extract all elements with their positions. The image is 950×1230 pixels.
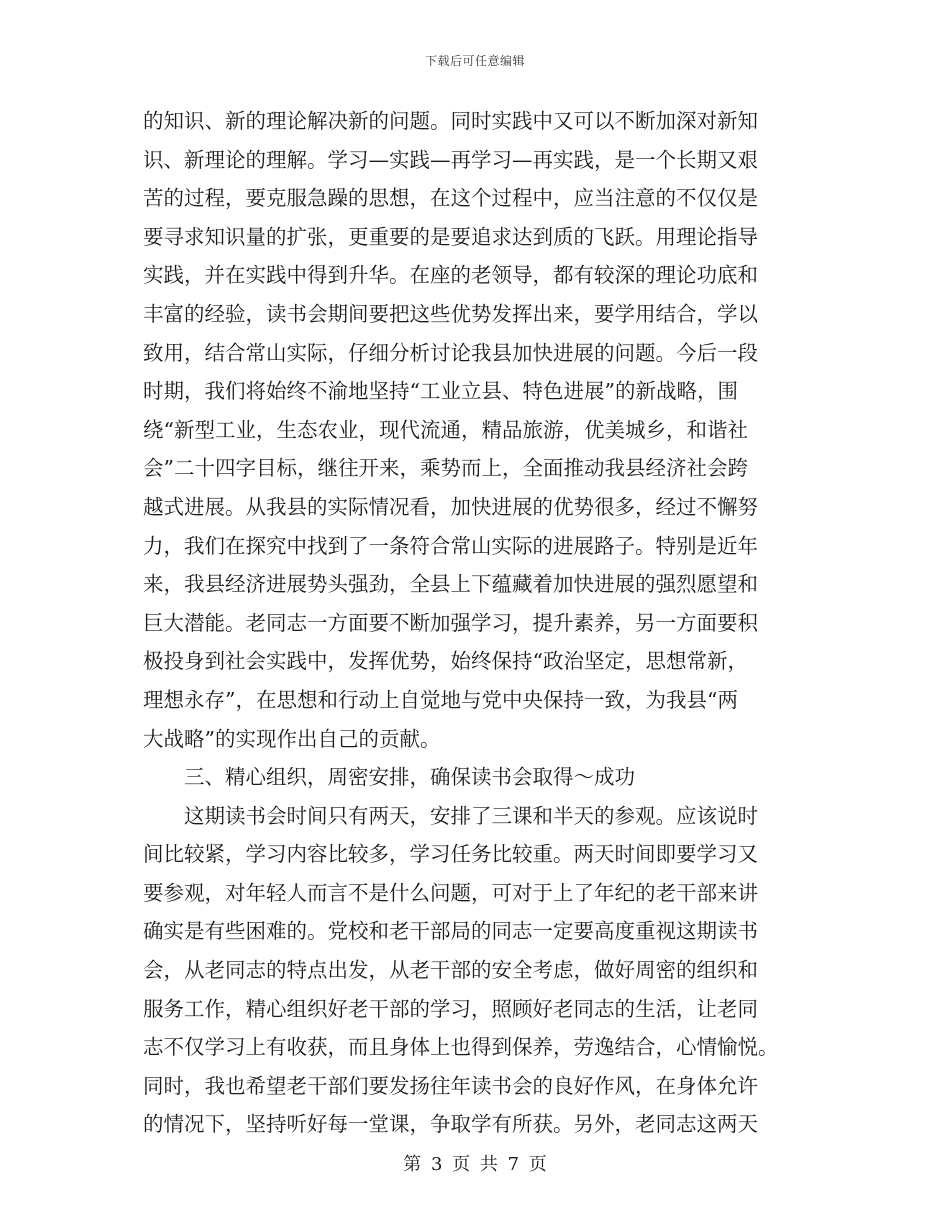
text-line: 巨大潜能。老同志一方面要不断加强学习，提升素养，另一方面要积 <box>143 610 758 635</box>
text-line: 力，我们在探究中找到了一条符合常山实际的进展路子。特别是近年 <box>143 533 758 558</box>
text-line: 越式进展。从我县的实际情况看，加快进展的优势很多，经过不懈努 <box>143 494 758 519</box>
text-line: 服务工作，精心组织好老干部的学习，照顾好老同志的生活，让老同 <box>143 996 758 1021</box>
text-line: 极投身到社会实践中，发挥优势，始终保持“政治坚定，思想常新， <box>143 649 748 674</box>
text-line: 来，我县经济进展势头强劲，全县上下蕴藏着加快进展的强烈愿望和 <box>143 572 758 597</box>
text-line: 时期，我们将始终不渝地坚持“工业立县、特色进展”的新战略，围 <box>143 379 738 404</box>
text-line: 苦的过程，要克服急躁的思想，在这个过程中，应当注意的不仅仅是 <box>143 186 758 211</box>
document-body <box>143 102 807 1144</box>
text-line: 要寻求知识量的扩张，更重要的是要追求达到质的飞跃。用理论指导 <box>143 224 758 249</box>
text-line: 理想永存”，在思想和行动上自觉地与党中央保持一致，为我县“两 <box>143 687 738 712</box>
text-line: 会”二十四字目标，继往开来，乘势而上，全面推动我县经济社会跨 <box>143 456 748 481</box>
text-line: 这期读书会时间只有两天，安排了三课和半天的参观。应该说时 <box>184 803 758 828</box>
page-header: 下载后可任意编辑 <box>424 54 525 68</box>
text-line: 要参观，对年轻人而言不是什么问题，可对于上了年纪的老干部来讲 <box>143 880 758 905</box>
text-line: 致用，结合常山实际，仔细分析讨论我县加快进展的问题。今后一段 <box>143 340 758 365</box>
section-heading: 三、精心组织，周密安排，确保读书会取得～成功 <box>184 765 635 790</box>
text-line: 的知识、新的理论解决新的问题。同时实践中又可以不断加深对新知 <box>143 109 758 133</box>
text-line: 绕“新型工业，生态农业，现代流通，精品旅游，优美城乡，和谐社 <box>143 417 748 442</box>
text-line: 同时，我也希望老干部们要发扬往年读书会的良好作风，在身体允许 <box>143 1073 758 1098</box>
page-number-footer: 第 3 页 共 7 页 <box>403 1154 547 1175</box>
text-line: 实践，并在实践中得到升华。在座的老领导，都有较深的理论功底和 <box>143 263 758 288</box>
text-line: 大战略”的实现作出自己的贡献。 <box>143 726 441 751</box>
text-line: 志不仅学习上有收获，而且身体上也得到保养，劳逸结合，心情愉悦。 <box>143 1035 779 1060</box>
text-line: 识、新理论的理解。学习—实践—再学习—再实践，是一个长期又艰 <box>143 147 758 172</box>
text-line: 会，从老同志的特点出发，从老干部的安全考虑，做好周密的组织和 <box>143 958 758 983</box>
text-line: 的情况下，坚持听好每一堂课，争取学有所获。另外，老同志这两天 <box>143 1112 758 1137</box>
text-line: 丰富的经验，读书会期间要把这些优势发挥出来，要学用结合，学以 <box>143 301 758 326</box>
text-line: 确实是有些困难的。党校和老干部局的同志一定要高度重视这期读书 <box>143 919 758 944</box>
text-line: 间比较紧，学习内容比较多，学习任务比较重。两天时间即要学习又 <box>143 842 758 867</box>
